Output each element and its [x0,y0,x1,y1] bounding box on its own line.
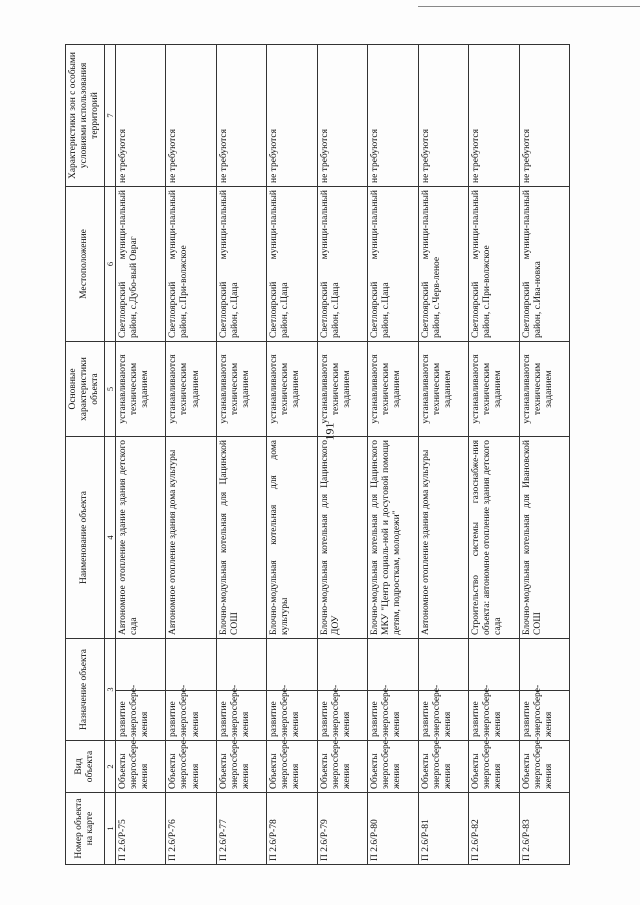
object-characteristics: устанавливаются техническим заданием [216,342,266,437]
object-location: Светлоярский муници-пальный район, с.При-волжское [166,187,216,342]
object-purpose: развитие энергосбере-жения [469,691,519,741]
object-number: П 2.6/Р-76 [166,793,216,865]
object-location: Светлоярский муници-пальный район, с.Цаца [368,187,418,342]
object-number: П 2.6/Р-83 [519,793,570,865]
object-number: П 2.6/Р-81 [418,793,468,865]
object-kind: Объекты энергосбере-жения [267,741,317,793]
header-purpose: Назначение объекта [66,639,105,741]
table-row [166,45,216,865]
object-kind: Объекты энергосбере-жения [469,741,519,793]
objects-table [65,44,570,865]
object-purpose: развитие энергосбере-жения [216,691,266,741]
table-row [115,45,165,865]
object-purpose-empty [115,639,165,691]
top-rule [418,6,640,7]
column-number: 7 [104,45,115,187]
object-characteristics: устанавливаются техническим заданием [368,342,418,437]
table-row [267,45,317,865]
object-purpose-empty [519,639,570,691]
table-row [368,45,418,865]
object-characteristics: устанавливаются техническим заданием [469,342,519,437]
object-location: Светлоярский муници-пальный район, с.Цаца [267,187,317,342]
object-number: П 2.6/Р-77 [216,793,266,865]
object-number: П 2.6/Р-79 [317,793,367,865]
object-purpose-empty [317,639,367,691]
object-purpose: развитие энергосбере-жения [166,691,216,741]
object-purpose: развитие энергосбере-жения [115,691,165,741]
object-characteristics: устанавливаются техническим заданием [115,342,165,437]
object-purpose: развитие энергосбере-жения [267,691,317,741]
object-number: П 2.6/Р-80 [368,793,418,865]
object-zones: не требуются [519,45,570,187]
object-characteristics: устанавливаются техническим заданием [418,342,468,437]
column-number: 2 [104,741,115,793]
object-number: П 2.6/Р-82 [469,793,519,865]
object-location: Светлоярский муници-пальный район, с.При-волжское [469,187,519,342]
column-number: 3 [104,639,115,741]
column-number: 4 [104,437,115,639]
object-location: Светлоярский муници-пальный район, с.Черв-леное [418,187,468,342]
object-purpose: развитие энергосбере-жения [418,691,468,741]
object-characteristics: устанавливаются техническим заданием [166,342,216,437]
object-name: Блочно-модульная котельная для дома культуры [267,437,317,639]
object-purpose: развитие энергосбере-жения [368,691,418,741]
object-location: Светлоярский муници-пальный район, с.Цаца [317,187,367,342]
object-kind: Объекты энергосбере-жения [418,741,468,793]
header-number: Номер объекта на карте [66,793,105,865]
object-name: Автономное отопление здания дома культуры [418,437,468,639]
table-row [469,45,519,865]
object-name: Блочно-модульная котельная для Ивановской СОШ [519,437,570,639]
header-row [66,45,105,865]
object-name: Блочно-модульная котельная для Цацинского МКУ "Центр социаль-ной и досуговой помощи детям, подросткам, молодежи" [368,437,418,639]
object-name: Строительство системы газоснабже-ния объекта: автономное отопление здания детского сада [469,437,519,639]
object-kind: Объекты энергосбере-жения [115,741,165,793]
object-kind: Объекты энергосбере-жения [166,741,216,793]
object-purpose-empty [469,639,519,691]
object-name: Автономное отопление здания дома культуры [166,437,216,639]
object-purpose-empty [418,639,468,691]
object-name: Блочно-модульная котельная для Цацинской СОШ [216,437,266,639]
object-purpose-empty [368,639,418,691]
header-location: Местоположение [66,187,105,342]
object-location: Светлоярский муници-пальный район, с.Ива-новка [519,187,570,342]
object-name: Автономное отопление здание здания детского сада [115,437,165,639]
object-number: П 2.6/Р-78 [267,793,317,865]
column-number: 6 [104,187,115,342]
object-zones: не требуются [418,45,468,187]
object-kind: Объекты энергосбере-жения [519,741,570,793]
table-row [216,45,266,865]
object-zones: не требуются [166,45,216,187]
header-characteristics: Основные характеристики объекта [66,342,105,437]
table-row [317,45,367,865]
header-name: Наименование объекта [66,437,105,639]
object-kind: Объекты энергосбере-жения [368,741,418,793]
table-row [519,45,570,865]
object-purpose-empty [267,639,317,691]
object-characteristics: устанавливаются техническим заданием [519,342,570,437]
object-purpose-empty [166,639,216,691]
object-kind: Объекты энергосбере-жения [216,741,266,793]
object-characteristics: устанавливаются техническим заданием [317,342,367,437]
column-number: 5 [104,342,115,437]
header-kind: Вид объекта [66,741,105,793]
object-zones: не требуются [267,45,317,187]
object-zones: не требуются [317,45,367,187]
object-characteristics: устанавливаются техническим заданием [267,342,317,437]
object-zones: не требуются [368,45,418,187]
rotated-table-container [65,45,570,865]
header-zones: Характеристики зон с особыми условиями использования территорий [66,45,105,187]
object-zones: не требуются [216,45,266,187]
object-purpose: развитие энергосбере-жения [317,691,367,741]
object-location: Светлоярский муници-пальный район, с.Цаца [216,187,266,342]
object-kind: Объекты энергосбере-жения [317,741,367,793]
table-row [418,45,468,865]
object-zones: не требуются [115,45,165,187]
page-number: 191 [322,422,337,441]
column-number: 1 [104,793,115,865]
object-number: П 2.6/Р-75 [115,793,165,865]
column-number-row [104,45,115,865]
object-zones: не требуются [469,45,519,187]
object-purpose: развитие энергосбере-жения [519,691,570,741]
object-location: Светлоярский муници-пальный район, с.Дубо-вый Овраг [115,187,165,342]
object-purpose-empty [216,639,266,691]
object-name: Блочно-модульная котельная для Цацинского ДОУ [317,437,367,639]
